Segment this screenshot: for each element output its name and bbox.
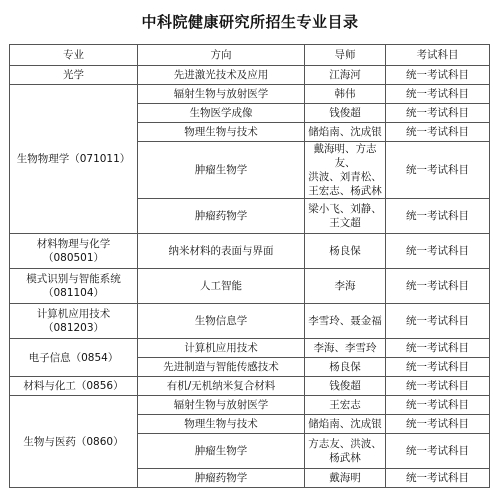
table-row (10, 339, 490, 358)
exam-cell: 统一考试科目 (386, 104, 490, 123)
header-exam: 考试科目 (386, 45, 490, 66)
advisor-line: 方志友、洪波、 (308, 438, 382, 450)
header-major: 专业 (10, 45, 138, 66)
exam-cell: 统一考试科目 (386, 415, 490, 434)
direction-cell: 有机/无机纳米复合材料 (138, 377, 305, 396)
advisor-line: 王宏志、杨武林 (308, 185, 382, 197)
major-line: （081203） (42, 322, 105, 334)
major-cell: 材料与化工（0856） (10, 377, 138, 396)
advisor-cell: 李海 (305, 269, 386, 304)
major-cell: 生物物理学（071011） (10, 85, 138, 234)
exam-cell: 统一考试科目 (386, 142, 490, 199)
direction-cell: 物理生物与技术 (138, 123, 305, 142)
direction-cell: 人工智能 (138, 269, 305, 304)
direction-cell: 辐射生物与放射医学 (138, 396, 305, 415)
direction-cell: 肿瘤药物学 (138, 469, 305, 488)
advisor-cell: 杨良保 (305, 234, 386, 269)
major-cell: 生物与医药（0860） (10, 396, 138, 488)
exam-cell: 统一考试科目 (386, 304, 490, 339)
advisor-line: 梁小飞、刘静、 (308, 203, 382, 215)
advisor-cell: 李雪玲、聂金福 (305, 304, 386, 339)
major-cell: 电子信息（0854） (10, 339, 138, 377)
advisor-cell: 储焰南、沈成银 (305, 123, 386, 142)
advisor-line: 王文超 (329, 217, 361, 229)
major-cell (10, 269, 138, 304)
exam-cell: 统一考试科目 (386, 339, 490, 358)
major-cell (10, 234, 138, 269)
advisor-cell: 杨良保 (305, 358, 386, 377)
table-row (10, 304, 490, 339)
exam-cell: 统一考试科目 (386, 123, 490, 142)
direction-cell: 纳米材料的表面与界面 (138, 234, 305, 269)
major-line: （080501） (42, 252, 105, 264)
exam-cell: 统一考试科目 (386, 434, 490, 469)
table-row (10, 234, 490, 269)
table-header-row (10, 45, 490, 66)
advisor-line: 杨武林 (329, 452, 361, 464)
advisor-cell (305, 142, 386, 199)
advisor-line: 戴海明、方志友、 (313, 143, 377, 169)
exam-cell: 统一考试科目 (386, 234, 490, 269)
major-line: 计算机应用技术 (36, 308, 111, 320)
advisor-cell (305, 199, 386, 234)
advisor-cell: 戴海明 (305, 469, 386, 488)
table-row (10, 66, 490, 85)
advisor-cell: 王宏志 (305, 396, 386, 415)
exam-cell: 统一考试科目 (386, 377, 490, 396)
exam-cell: 统一考试科目 (386, 199, 490, 234)
direction-cell: 生物医学成像 (138, 104, 305, 123)
major-cell (10, 304, 138, 339)
exam-cell: 统一考试科目 (386, 469, 490, 488)
advisor-cell: 钱俊超 (305, 104, 386, 123)
direction-cell: 生物信息学 (138, 304, 305, 339)
exam-cell: 统一考试科目 (386, 85, 490, 104)
advisor-cell: 李海、李雪玲 (305, 339, 386, 358)
major-line: 模式识别与智能系统 (26, 273, 121, 285)
direction-cell: 辐射生物与放射医学 (138, 85, 305, 104)
table-row (10, 269, 490, 304)
major-line: （081104） (42, 287, 105, 299)
header-advisor: 导师 (305, 45, 386, 66)
major-cell: 光学 (10, 66, 138, 85)
advisor-cell: 储焰南、沈成银 (305, 415, 386, 434)
direction-cell: 物理生物与技术 (138, 415, 305, 434)
advisor-cell: 钱俊超 (305, 377, 386, 396)
direction-cell: 肿瘤生物学 (138, 434, 305, 469)
advisor-cell (305, 434, 386, 469)
advisor-line: 洪波、刘青松、 (308, 171, 382, 183)
table-row (10, 377, 490, 396)
advisor-cell: 江海河 (305, 66, 386, 85)
advisor-cell: 韩伟 (305, 85, 386, 104)
major-line: 材料物理与化学 (36, 238, 111, 250)
direction-cell: 计算机应用技术 (138, 339, 305, 358)
exam-cell: 统一考试科目 (386, 66, 490, 85)
exam-cell: 统一考试科目 (386, 358, 490, 377)
catalog-table (9, 44, 490, 488)
direction-cell: 肿瘤生物学 (138, 142, 305, 199)
table-row (10, 396, 490, 415)
direction-cell: 先进制造与智能传感技术 (138, 358, 305, 377)
direction-cell: 先进激光技术及应用 (138, 66, 305, 85)
exam-cell: 统一考试科目 (386, 396, 490, 415)
exam-cell: 统一考试科目 (386, 269, 490, 304)
direction-cell: 肿瘤药物学 (138, 199, 305, 234)
page-title: 中科院健康研究所招生专业目录 (141, 13, 359, 31)
header-direction: 方向 (138, 45, 305, 66)
table-row (10, 85, 490, 104)
